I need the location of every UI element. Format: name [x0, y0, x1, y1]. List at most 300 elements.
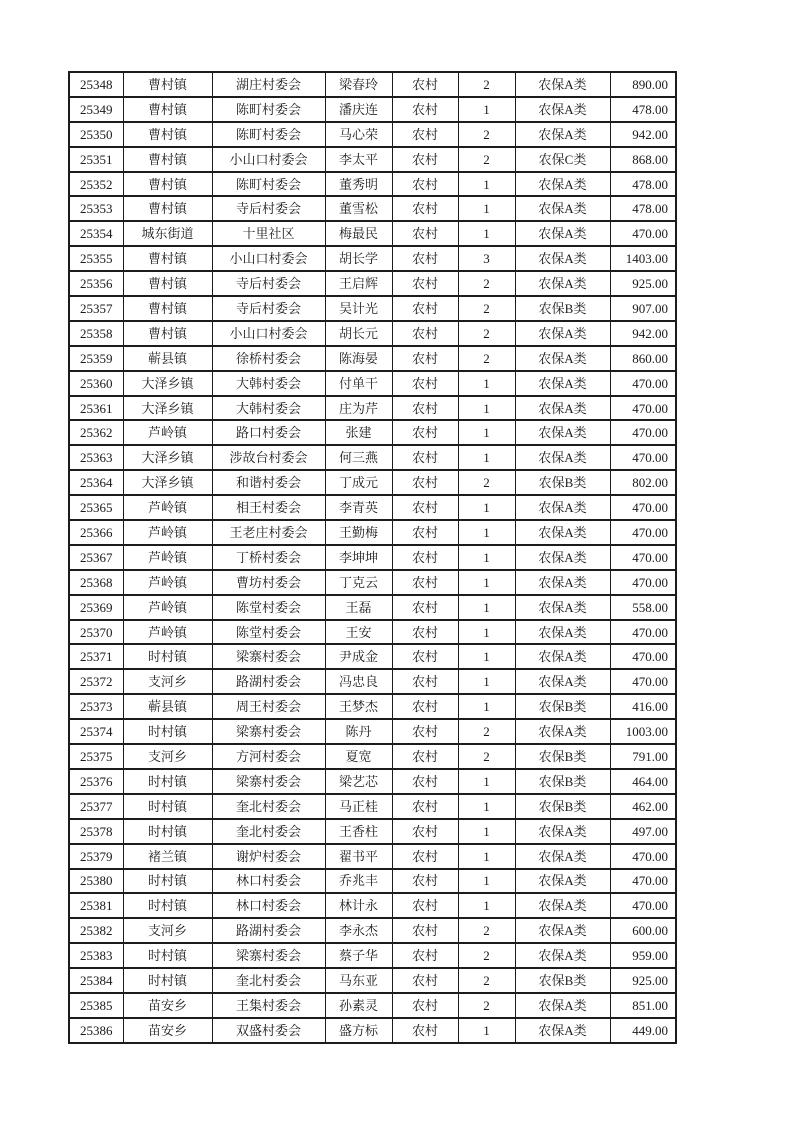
cell-amount: 942.00	[610, 321, 676, 346]
cell-person-count: 2	[458, 993, 515, 1018]
cell-record-id: 25366	[69, 520, 123, 545]
cell-town: 苗安乡	[123, 1018, 212, 1043]
cell-person-name: 王安	[325, 620, 392, 645]
cell-record-id: 25367	[69, 545, 123, 570]
cell-person-count: 2	[458, 271, 515, 296]
table-row	[69, 844, 676, 869]
cell-village-committee: 寺后村委会	[212, 296, 325, 321]
cell-village-committee: 和谐村委会	[212, 470, 325, 495]
cell-village-committee: 双盛村委会	[212, 1018, 325, 1043]
cell-household-type: 农村	[392, 420, 458, 445]
cell-town: 大泽乡镇	[123, 396, 212, 421]
cell-village-committee: 小山口村委会	[212, 147, 325, 172]
cell-insurance-category: 农保B类	[515, 296, 610, 321]
cell-person-count: 2	[458, 470, 515, 495]
cell-town: 芦岭镇	[123, 570, 212, 595]
table-row	[69, 520, 676, 545]
cell-record-id: 25365	[69, 495, 123, 520]
cell-person-name: 梅最民	[325, 221, 392, 246]
cell-household-type: 农村	[392, 172, 458, 197]
cell-record-id: 25378	[69, 819, 123, 844]
cell-record-id: 25379	[69, 844, 123, 869]
table-row	[69, 246, 676, 271]
cell-village-committee: 丁桥村委会	[212, 545, 325, 570]
cell-insurance-category: 农保B类	[515, 968, 610, 993]
cell-record-id: 25351	[69, 147, 123, 172]
cell-amount: 1003.00	[610, 719, 676, 744]
cell-amount: 470.00	[610, 644, 676, 669]
cell-insurance-category: 农保B类	[515, 744, 610, 769]
cell-household-type: 农村	[392, 396, 458, 421]
cell-person-count: 1	[458, 495, 515, 520]
cell-village-committee: 小山口村委会	[212, 246, 325, 271]
cell-town: 曹村镇	[123, 271, 212, 296]
cell-insurance-category: 农保B类	[515, 470, 610, 495]
cell-record-id: 25363	[69, 445, 123, 470]
cell-person-count: 1	[458, 396, 515, 421]
cell-person-name: 梁艺芯	[325, 769, 392, 794]
cell-person-name: 翟书平	[325, 844, 392, 869]
cell-person-count: 3	[458, 246, 515, 271]
cell-household-type: 农村	[392, 321, 458, 346]
cell-amount: 470.00	[610, 844, 676, 869]
cell-household-type: 农村	[392, 918, 458, 943]
cell-record-id: 25352	[69, 172, 123, 197]
cell-record-id: 25376	[69, 769, 123, 794]
cell-village-committee: 梁寨村委会	[212, 943, 325, 968]
cell-town: 曹村镇	[123, 122, 212, 147]
cell-person-name: 王勤梅	[325, 520, 392, 545]
cell-record-id: 25371	[69, 644, 123, 669]
cell-household-type: 农村	[392, 147, 458, 172]
cell-person-count: 1	[458, 196, 515, 221]
cell-person-count: 1	[458, 172, 515, 197]
cell-amount: 925.00	[610, 968, 676, 993]
cell-amount: 478.00	[610, 97, 676, 122]
cell-village-committee: 路湖村委会	[212, 669, 325, 694]
cell-insurance-category: 农保A类	[515, 520, 610, 545]
cell-person-count: 1	[458, 570, 515, 595]
cell-village-committee: 路湖村委会	[212, 918, 325, 943]
cell-household-type: 农村	[392, 794, 458, 819]
cell-household-type: 农村	[392, 694, 458, 719]
cell-record-id: 25382	[69, 918, 123, 943]
cell-amount: 497.00	[610, 819, 676, 844]
cell-record-id: 25381	[69, 893, 123, 918]
cell-insurance-category: 农保A类	[515, 396, 610, 421]
table-row	[69, 719, 676, 744]
table-row	[69, 644, 676, 669]
table-row	[69, 147, 676, 172]
cell-insurance-category: 农保A类	[515, 620, 610, 645]
cell-amount: 860.00	[610, 346, 676, 371]
cell-town: 时村镇	[123, 819, 212, 844]
cell-town: 曹村镇	[123, 296, 212, 321]
cell-insurance-category: 农保A类	[515, 893, 610, 918]
cell-record-id: 25386	[69, 1018, 123, 1043]
cell-household-type: 农村	[392, 869, 458, 894]
table-row	[69, 396, 676, 421]
cell-household-type: 农村	[392, 520, 458, 545]
cell-village-committee: 梁寨村委会	[212, 644, 325, 669]
table-row	[69, 893, 676, 918]
cell-record-id: 25361	[69, 396, 123, 421]
cell-village-committee: 陈堂村委会	[212, 595, 325, 620]
cell-record-id: 25349	[69, 97, 123, 122]
cell-household-type: 农村	[392, 296, 458, 321]
table-row	[69, 869, 676, 894]
cell-household-type: 农村	[392, 669, 458, 694]
cell-person-name: 夏宽	[325, 744, 392, 769]
table-row	[69, 321, 676, 346]
cell-person-name: 陈海晏	[325, 346, 392, 371]
cell-insurance-category: 农保A类	[515, 97, 610, 122]
cell-town: 曹村镇	[123, 196, 212, 221]
cell-person-name: 丁成元	[325, 470, 392, 495]
cell-village-committee: 陈町村委会	[212, 172, 325, 197]
cell-insurance-category: 农保A类	[515, 943, 610, 968]
cell-person-name: 董雪松	[325, 196, 392, 221]
cell-person-count: 1	[458, 620, 515, 645]
cell-village-committee: 王集村委会	[212, 993, 325, 1018]
cell-household-type: 农村	[392, 495, 458, 520]
cell-household-type: 农村	[392, 595, 458, 620]
cell-record-id: 25348	[69, 72, 123, 97]
cell-household-type: 农村	[392, 545, 458, 570]
cell-amount: 470.00	[610, 570, 676, 595]
table-row	[69, 794, 676, 819]
cell-village-committee: 奎北村委会	[212, 794, 325, 819]
cell-insurance-category: 农保A类	[515, 595, 610, 620]
cell-amount: 470.00	[610, 620, 676, 645]
cell-person-count: 1	[458, 893, 515, 918]
cell-person-name: 王梦杰	[325, 694, 392, 719]
cell-household-type: 农村	[392, 371, 458, 396]
cell-town: 曹村镇	[123, 246, 212, 271]
cell-village-committee: 小山口村委会	[212, 321, 325, 346]
cell-person-count: 2	[458, 744, 515, 769]
cell-person-name: 陈丹	[325, 719, 392, 744]
cell-village-committee: 奎北村委会	[212, 819, 325, 844]
table-row	[69, 744, 676, 769]
table-row	[69, 570, 676, 595]
cell-person-name: 李永杰	[325, 918, 392, 943]
cell-town: 蕲县镇	[123, 346, 212, 371]
cell-person-count: 1	[458, 869, 515, 894]
table-row	[69, 694, 676, 719]
cell-person-name: 李青英	[325, 495, 392, 520]
cell-record-id: 25374	[69, 719, 123, 744]
cell-record-id: 25359	[69, 346, 123, 371]
cell-town: 支河乡	[123, 669, 212, 694]
cell-record-id: 25383	[69, 943, 123, 968]
cell-person-name: 庄为芹	[325, 396, 392, 421]
cell-town: 大泽乡镇	[123, 470, 212, 495]
cell-village-committee: 曹坊村委会	[212, 570, 325, 595]
cell-person-name: 李太平	[325, 147, 392, 172]
cell-record-id: 25375	[69, 744, 123, 769]
cell-town: 蕲县镇	[123, 694, 212, 719]
cell-household-type: 农村	[392, 993, 458, 1018]
cell-village-committee: 陈堂村委会	[212, 620, 325, 645]
cell-amount: 802.00	[610, 470, 676, 495]
cell-village-committee: 奎北村委会	[212, 968, 325, 993]
cell-person-name: 尹成金	[325, 644, 392, 669]
cell-village-committee: 路口村委会	[212, 420, 325, 445]
cell-town: 曹村镇	[123, 172, 212, 197]
cell-insurance-category: 农保A类	[515, 221, 610, 246]
cell-person-count: 2	[458, 296, 515, 321]
cell-insurance-category: 农保A类	[515, 993, 610, 1018]
cell-insurance-category: 农保A类	[515, 1018, 610, 1043]
cell-record-id: 25350	[69, 122, 123, 147]
cell-household-type: 农村	[392, 221, 458, 246]
cell-record-id: 25360	[69, 371, 123, 396]
cell-person-count: 2	[458, 943, 515, 968]
cell-household-type: 农村	[392, 893, 458, 918]
cell-village-committee: 周王村委会	[212, 694, 325, 719]
insurance-records-table	[68, 71, 677, 1044]
cell-insurance-category: 农保A类	[515, 644, 610, 669]
cell-person-count: 1	[458, 819, 515, 844]
cell-amount: 470.00	[610, 545, 676, 570]
cell-village-committee: 陈町村委会	[212, 122, 325, 147]
cell-household-type: 农村	[392, 570, 458, 595]
cell-town: 支河乡	[123, 918, 212, 943]
cell-household-type: 农村	[392, 196, 458, 221]
cell-person-name: 冯忠良	[325, 669, 392, 694]
cell-person-count: 1	[458, 769, 515, 794]
cell-town: 曹村镇	[123, 147, 212, 172]
cell-person-count: 2	[458, 719, 515, 744]
cell-record-id: 25377	[69, 794, 123, 819]
cell-town: 支河乡	[123, 744, 212, 769]
cell-person-count: 1	[458, 694, 515, 719]
table-row	[69, 943, 676, 968]
cell-village-committee: 涉故台村委会	[212, 445, 325, 470]
cell-insurance-category: 农保A类	[515, 545, 610, 570]
cell-record-id: 25372	[69, 669, 123, 694]
table-row	[69, 122, 676, 147]
cell-amount: 600.00	[610, 918, 676, 943]
cell-person-name: 吴计光	[325, 296, 392, 321]
cell-person-count: 1	[458, 1018, 515, 1043]
cell-town: 时村镇	[123, 968, 212, 993]
cell-town: 曹村镇	[123, 97, 212, 122]
cell-town: 时村镇	[123, 893, 212, 918]
cell-village-committee: 寺后村委会	[212, 271, 325, 296]
cell-amount: 470.00	[610, 495, 676, 520]
cell-village-committee: 寺后村委会	[212, 196, 325, 221]
cell-town: 芦岭镇	[123, 620, 212, 645]
cell-person-count: 2	[458, 147, 515, 172]
cell-insurance-category: 农保A类	[515, 669, 610, 694]
cell-insurance-category: 农保A类	[515, 445, 610, 470]
cell-person-name: 蔡子华	[325, 943, 392, 968]
cell-household-type: 农村	[392, 744, 458, 769]
cell-insurance-category: 农保A类	[515, 844, 610, 869]
cell-household-type: 农村	[392, 97, 458, 122]
cell-amount: 470.00	[610, 221, 676, 246]
cell-town: 时村镇	[123, 869, 212, 894]
cell-amount: 416.00	[610, 694, 676, 719]
cell-person-count: 1	[458, 595, 515, 620]
cell-town: 时村镇	[123, 794, 212, 819]
cell-town: 时村镇	[123, 644, 212, 669]
cell-insurance-category: 农保A类	[515, 819, 610, 844]
cell-insurance-category: 农保A类	[515, 495, 610, 520]
cell-insurance-category: 农保B类	[515, 694, 610, 719]
cell-town: 大泽乡镇	[123, 371, 212, 396]
cell-record-id: 25355	[69, 246, 123, 271]
cell-insurance-category: 农保A类	[515, 570, 610, 595]
cell-insurance-category: 农保A类	[515, 420, 610, 445]
cell-person-count: 1	[458, 445, 515, 470]
cell-person-name: 李坤坤	[325, 545, 392, 570]
cell-village-committee: 梁寨村委会	[212, 719, 325, 744]
cell-record-id: 25373	[69, 694, 123, 719]
cell-amount: 851.00	[610, 993, 676, 1018]
cell-person-name: 孙素灵	[325, 993, 392, 1018]
table-row	[69, 196, 676, 221]
cell-person-name: 付单干	[325, 371, 392, 396]
cell-town: 大泽乡镇	[123, 445, 212, 470]
cell-insurance-category: 农保A类	[515, 371, 610, 396]
cell-household-type: 农村	[392, 943, 458, 968]
cell-person-name: 马心荣	[325, 122, 392, 147]
cell-person-name: 王磊	[325, 595, 392, 620]
cell-person-count: 1	[458, 520, 515, 545]
cell-person-count: 2	[458, 346, 515, 371]
cell-household-type: 农村	[392, 122, 458, 147]
table-row	[69, 620, 676, 645]
cell-person-name: 董秀明	[325, 172, 392, 197]
cell-person-count: 2	[458, 968, 515, 993]
cell-insurance-category: 农保B类	[515, 769, 610, 794]
cell-amount: 907.00	[610, 296, 676, 321]
cell-town: 时村镇	[123, 769, 212, 794]
cell-person-count: 2	[458, 72, 515, 97]
cell-amount: 478.00	[610, 196, 676, 221]
cell-household-type: 农村	[392, 445, 458, 470]
cell-amount: 462.00	[610, 794, 676, 819]
cell-amount: 558.00	[610, 595, 676, 620]
cell-person-name: 张建	[325, 420, 392, 445]
cell-record-id: 25385	[69, 993, 123, 1018]
cell-person-count: 2	[458, 918, 515, 943]
cell-insurance-category: 农保C类	[515, 147, 610, 172]
cell-amount: 959.00	[610, 943, 676, 968]
cell-insurance-category: 农保A类	[515, 918, 610, 943]
cell-village-committee: 徐桥村委会	[212, 346, 325, 371]
cell-record-id: 25368	[69, 570, 123, 595]
table-row	[69, 346, 676, 371]
cell-person-name: 马正桂	[325, 794, 392, 819]
cell-household-type: 农村	[392, 769, 458, 794]
table-row	[69, 819, 676, 844]
cell-amount: 868.00	[610, 147, 676, 172]
cell-household-type: 农村	[392, 1018, 458, 1043]
cell-town: 时村镇	[123, 719, 212, 744]
cell-town: 苗安乡	[123, 993, 212, 1018]
cell-record-id: 25357	[69, 296, 123, 321]
cell-village-committee: 大韩村委会	[212, 371, 325, 396]
cell-person-count: 1	[458, 420, 515, 445]
cell-person-count: 1	[458, 669, 515, 694]
table-row	[69, 172, 676, 197]
cell-record-id: 25384	[69, 968, 123, 993]
cell-village-committee: 梁寨村委会	[212, 769, 325, 794]
cell-amount: 890.00	[610, 72, 676, 97]
cell-person-count: 1	[458, 545, 515, 570]
table-row	[69, 495, 676, 520]
cell-amount: 791.00	[610, 744, 676, 769]
cell-person-name: 王香柱	[325, 819, 392, 844]
cell-person-name: 胡长学	[325, 246, 392, 271]
cell-insurance-category: 农保A类	[515, 72, 610, 97]
cell-village-committee: 林口村委会	[212, 869, 325, 894]
cell-insurance-category: 农保A类	[515, 196, 610, 221]
cell-town: 曹村镇	[123, 321, 212, 346]
table-row	[69, 1018, 676, 1043]
cell-amount: 470.00	[610, 893, 676, 918]
cell-amount: 470.00	[610, 520, 676, 545]
cell-amount: 925.00	[610, 271, 676, 296]
cell-person-count: 2	[458, 321, 515, 346]
cell-village-committee: 陈町村委会	[212, 97, 325, 122]
table-row	[69, 918, 676, 943]
cell-insurance-category: 农保A类	[515, 321, 610, 346]
cell-person-name: 王启辉	[325, 271, 392, 296]
cell-town: 芦岭镇	[123, 545, 212, 570]
cell-village-committee: 十里社区	[212, 221, 325, 246]
cell-town: 褚兰镇	[123, 844, 212, 869]
cell-village-committee: 相王村委会	[212, 495, 325, 520]
table-row	[69, 769, 676, 794]
cell-amount: 449.00	[610, 1018, 676, 1043]
cell-household-type: 农村	[392, 470, 458, 495]
table-row	[69, 968, 676, 993]
cell-record-id: 25369	[69, 595, 123, 620]
cell-record-id: 25354	[69, 221, 123, 246]
table-row	[69, 371, 676, 396]
table-row	[69, 545, 676, 570]
table-row	[69, 221, 676, 246]
cell-village-committee: 谢炉村委会	[212, 844, 325, 869]
cell-person-name: 盛方标	[325, 1018, 392, 1043]
table-row	[69, 97, 676, 122]
table-row	[69, 445, 676, 470]
cell-insurance-category: 农保B类	[515, 794, 610, 819]
cell-town: 芦岭镇	[123, 495, 212, 520]
cell-record-id: 25364	[69, 470, 123, 495]
cell-person-name: 丁克云	[325, 570, 392, 595]
cell-record-id: 25358	[69, 321, 123, 346]
cell-amount: 478.00	[610, 172, 676, 197]
cell-insurance-category: 农保A类	[515, 346, 610, 371]
cell-town: 曹村镇	[123, 72, 212, 97]
cell-household-type: 农村	[392, 246, 458, 271]
table-row	[69, 296, 676, 321]
cell-village-committee: 林口村委会	[212, 893, 325, 918]
cell-amount: 470.00	[610, 669, 676, 694]
cell-insurance-category: 农保A类	[515, 246, 610, 271]
table-row	[69, 993, 676, 1018]
cell-person-name: 潘庆连	[325, 97, 392, 122]
cell-village-committee: 方河村委会	[212, 744, 325, 769]
table-row	[69, 669, 676, 694]
cell-town: 芦岭镇	[123, 520, 212, 545]
